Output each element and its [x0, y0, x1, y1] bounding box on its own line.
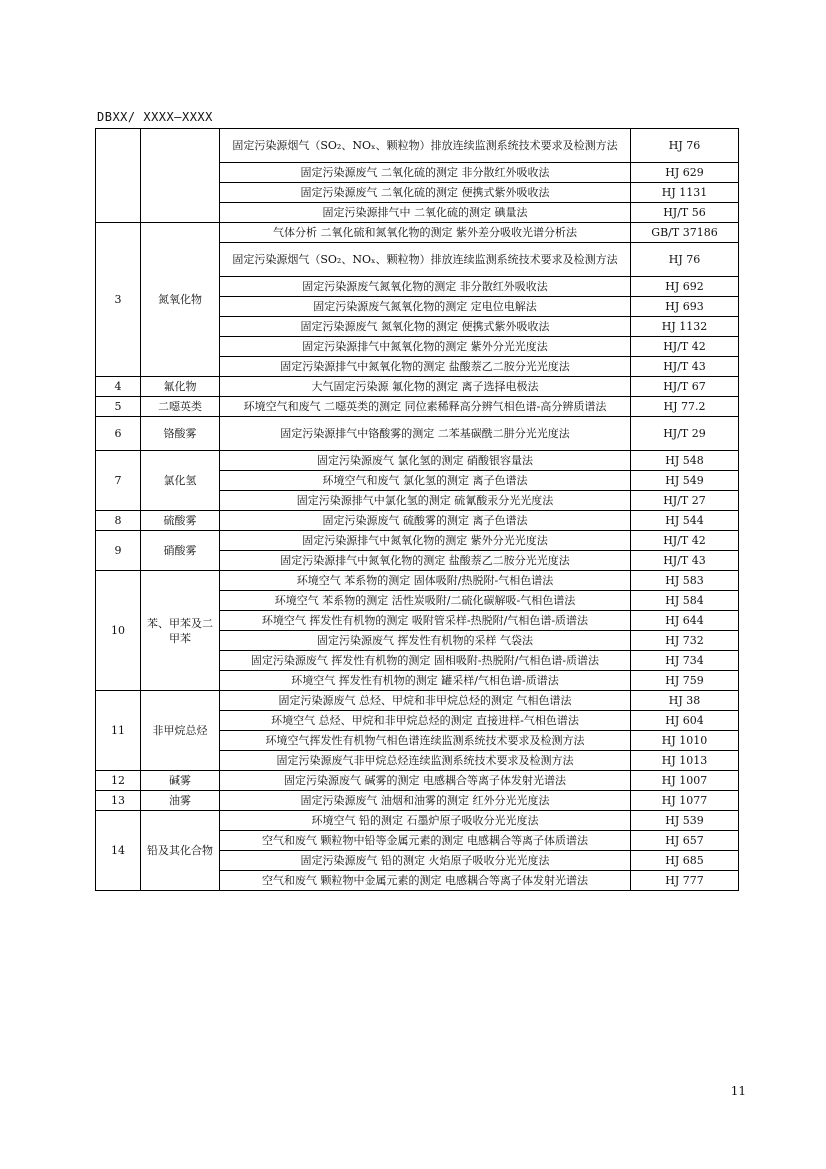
standard-number-cell: HJ/T 56 [631, 203, 739, 223]
method-cell: 固定污染源废气 铅的测定 火焰原子吸收分光光度法 [220, 851, 631, 871]
method-cell: 环境空气 挥发性有机物的测定 吸附管采样-热脱附/气相色谱-质谱法 [220, 611, 631, 631]
table-row [96, 397, 739, 417]
item-number-cell: 13 [96, 791, 141, 811]
standards-table [95, 128, 739, 891]
method-cell: 环境空气挥发性有机物气相色谱连续监测系统技术要求及检测方法 [220, 731, 631, 751]
pollutant-name-cell: 碱雾 [141, 771, 220, 791]
item-number-cell: 7 [96, 451, 141, 511]
pollutant-name-cell: 油雾 [141, 791, 220, 811]
item-number-cell: 11 [96, 691, 141, 771]
table-row [96, 417, 739, 451]
standards-table-wrapper [95, 128, 738, 891]
table-row [96, 571, 739, 591]
standard-number-cell: HJ 777 [631, 871, 739, 891]
item-number-cell: 5 [96, 397, 141, 417]
standard-number-cell: HJ 1132 [631, 317, 739, 337]
standard-number-cell: HJ 685 [631, 851, 739, 871]
method-cell: 固定污染源废气 硫酸雾的测定 离子色谱法 [220, 511, 631, 531]
method-cell: 固定污染源废气氮氧化物的测定 非分散红外吸收法 [220, 277, 631, 297]
table-row [96, 511, 739, 531]
standard-number-cell: HJ 644 [631, 611, 739, 631]
standard-number-cell: HJ 629 [631, 163, 739, 183]
pollutant-name-cell [141, 129, 220, 223]
table-row [96, 811, 739, 831]
method-cell: 环境空气 挥发性有机物的测定 罐采样/气相色谱-质谱法 [220, 671, 631, 691]
pollutant-name-cell: 铬酸雾 [141, 417, 220, 451]
standard-number-cell: HJ/T 42 [631, 531, 739, 551]
standard-number-cell: HJ 604 [631, 711, 739, 731]
pollutant-name-cell: 苯、甲苯及二甲苯 [141, 571, 220, 691]
pollutant-name-cell: 非甲烷总烃 [141, 691, 220, 771]
document-code-header: DBXX/ XXXX—XXXX [97, 110, 213, 124]
item-number-cell [96, 129, 141, 223]
table-row [96, 451, 739, 471]
standard-number-cell: HJ 1077 [631, 791, 739, 811]
item-number-cell: 9 [96, 531, 141, 571]
standards-table-body [96, 129, 739, 891]
standard-number-cell: HJ 539 [631, 811, 739, 831]
method-cell: 空气和废气 颗粒物中铅等金属元素的测定 电感耦合等离子体质谱法 [220, 831, 631, 851]
page-number: 11 [730, 1084, 746, 1098]
method-cell: 固定污染源排气中 二氧化硫的测定 碘量法 [220, 203, 631, 223]
standard-number-cell: HJ 734 [631, 651, 739, 671]
method-cell: 固定污染源排气中氮氧化物的测定 紫外分光光度法 [220, 531, 631, 551]
method-cell: 环境空气 总烃、甲烷和非甲烷总烃的测定 直接进样-气相色谱法 [220, 711, 631, 731]
method-cell: 固定污染源废气 油烟和油雾的测定 红外分光光度法 [220, 791, 631, 811]
standard-number-cell: HJ 548 [631, 451, 739, 471]
standard-number-cell: HJ 759 [631, 671, 739, 691]
item-number-cell: 12 [96, 771, 141, 791]
method-cell: 固定污染源排气中氮氧化物的测定 盐酸萘乙二胺分光光度法 [220, 551, 631, 571]
method-cell: 固定污染源烟气（SO₂、NOₓ、颗粒物）排放连续监测系统技术要求及检测方法 [220, 243, 631, 277]
standard-number-cell: HJ 38 [631, 691, 739, 711]
method-cell: 固定污染源废气 挥发性有机物的采样 气袋法 [220, 631, 631, 651]
standard-number-cell: HJ 1131 [631, 183, 739, 203]
method-cell: 固定污染源废气 总烃、甲烷和非甲烷总烃的测定 气相色谱法 [220, 691, 631, 711]
method-cell: 固定污染源废气 二氧化硫的测定 便携式紫外吸收法 [220, 183, 631, 203]
standard-number-cell: HJ/T 67 [631, 377, 739, 397]
table-row [96, 223, 739, 243]
method-cell: 固定污染源废气 挥发性有机物的测定 固相吸附-热脱附/气相色谱-质谱法 [220, 651, 631, 671]
method-cell: 环境空气和废气 氯化氢的测定 离子色谱法 [220, 471, 631, 491]
method-cell: 大气固定污染源 氟化物的测定 离子选择电极法 [220, 377, 631, 397]
standard-number-cell: HJ/T 43 [631, 551, 739, 571]
table-row [96, 377, 739, 397]
table-row [96, 129, 739, 163]
item-number-cell: 3 [96, 223, 141, 377]
table-row [96, 531, 739, 551]
pollutant-name-cell: 二噁英类 [141, 397, 220, 417]
method-cell: 固定污染源废气 碱雾的测定 电感耦合等离子体发射光谱法 [220, 771, 631, 791]
method-cell: 固定污染源排气中氮氧化物的测定 盐酸萘乙二胺分光光度法 [220, 357, 631, 377]
method-cell: 固定污染源废气 氮氧化物的测定 便携式紫外吸收法 [220, 317, 631, 337]
item-number-cell: 6 [96, 417, 141, 451]
standard-number-cell: HJ 77.2 [631, 397, 739, 417]
method-cell: 固定污染源废气 二氧化硫的测定 非分散红外吸收法 [220, 163, 631, 183]
standard-number-cell: HJ/T 42 [631, 337, 739, 357]
method-cell: 固定污染源废气非甲烷总烃连续监测系统技术要求及检测方法 [220, 751, 631, 771]
pollutant-name-cell: 氯化氢 [141, 451, 220, 511]
table-row [96, 691, 739, 711]
standard-number-cell: HJ 732 [631, 631, 739, 651]
method-cell: 固定污染源烟气（SO₂、NOₓ、颗粒物）排放连续监测系统技术要求及检测方法 [220, 129, 631, 163]
method-cell: 固定污染源废气 氯化氢的测定 硝酸银容量法 [220, 451, 631, 471]
method-cell: 环境空气 苯系物的测定 固体吸附/热脱附-气相色谱法 [220, 571, 631, 591]
method-cell: 环境空气和废气 二噁英类的测定 同位素稀释高分辨气相色谱-高分辨质谱法 [220, 397, 631, 417]
method-cell: 环境空气 苯系物的测定 活性炭吸附/二硫化碳解吸-气相色谱法 [220, 591, 631, 611]
pollutant-name-cell: 氮氧化物 [141, 223, 220, 377]
standard-number-cell: HJ/T 29 [631, 417, 739, 451]
pollutant-name-cell: 硝酸雾 [141, 531, 220, 571]
pollutant-name-cell: 氟化物 [141, 377, 220, 397]
method-cell: 空气和废气 颗粒物中金属元素的测定 电感耦合等离子体发射光谱法 [220, 871, 631, 891]
method-cell: 固定污染源排气中铬酸雾的测定 二苯基碳酰二肼分光光度法 [220, 417, 631, 451]
item-number-cell: 10 [96, 571, 141, 691]
standard-number-cell: HJ 584 [631, 591, 739, 611]
method-cell: 气体分析 二氧化硫和氮氧化物的测定 紫外差分吸收光谱分析法 [220, 223, 631, 243]
standard-number-cell: HJ 1013 [631, 751, 739, 771]
standard-number-cell: HJ 1007 [631, 771, 739, 791]
method-cell: 固定污染源排气中氮氧化物的测定 紫外分光光度法 [220, 337, 631, 357]
standard-number-cell: HJ 657 [631, 831, 739, 851]
method-cell: 环境空气 铅的测定 石墨炉原子吸收分光光度法 [220, 811, 631, 831]
item-number-cell: 8 [96, 511, 141, 531]
standard-number-cell: HJ 692 [631, 277, 739, 297]
standard-number-cell: HJ 1010 [631, 731, 739, 751]
standard-number-cell: HJ/T 43 [631, 357, 739, 377]
standard-number-cell: HJ 693 [631, 297, 739, 317]
method-cell: 固定污染源排气中氯化氢的测定 硫氰酸汞分光光度法 [220, 491, 631, 511]
pollutant-name-cell: 铅及其化合物 [141, 811, 220, 891]
method-cell: 固定污染源废气氮氧化物的测定 定电位电解法 [220, 297, 631, 317]
item-number-cell: 14 [96, 811, 141, 891]
standard-number-cell: GB/T 37186 [631, 223, 739, 243]
standard-number-cell: HJ 76 [631, 129, 739, 163]
standard-number-cell: HJ 544 [631, 511, 739, 531]
table-row [96, 791, 739, 811]
standard-number-cell: HJ 76 [631, 243, 739, 277]
standard-number-cell: HJ/T 27 [631, 491, 739, 511]
pollutant-name-cell: 硫酸雾 [141, 511, 220, 531]
table-row [96, 771, 739, 791]
standard-number-cell: HJ 549 [631, 471, 739, 491]
item-number-cell: 4 [96, 377, 141, 397]
standard-number-cell: HJ 583 [631, 571, 739, 591]
